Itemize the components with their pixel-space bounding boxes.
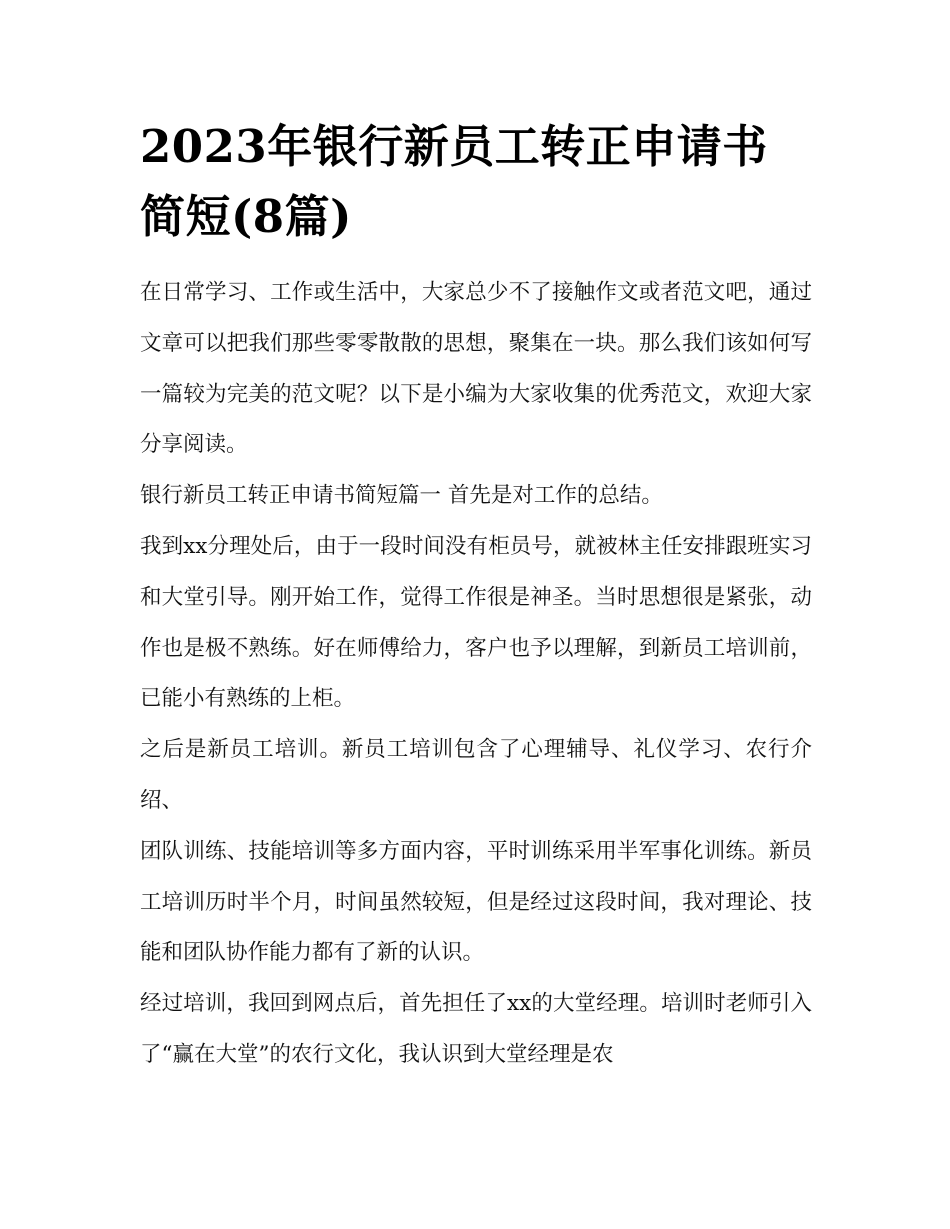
paragraph-training-detail: 团队训练、技能培训等多方面内容，平时训练采用半军事化训练。新员工培训历时半个月，时间虽然较短，但是经过这段时间，我对理论、技能和团队协作能力都有了新的认识。 <box>140 838 812 966</box>
paragraph-work-summary: 我到xx分理处后，由于一段时间没有柜员号，就被林主任安排跟班实习和大堂引导。刚开始工作，觉得工作很是神圣。当时思想很是紧张，动作也是极不熟练。好在师傅给力，客户也予以理解，到新员工培训前，已能小有熟练的上柜。 <box>140 533 812 712</box>
document-page <box>140 112 812 1081</box>
paragraph-intro: 在日常学习、工作或生活中，大家总少不了接触作文或者范文吧，通过文章可以把我们那些零零散散的思想，聚集在一块。那么我们该如何写一篇较为完美的范文呢？以下是小编为大家收集的优秀范文，欢迎大家分享阅读。 <box>140 280 812 458</box>
paragraph-lobby-manager: 经过培训，我回到网点后，首先担任了xx的大堂经理。培训时老师引入了“赢在大堂”的农行文化，我认识到大堂经理是农 <box>140 991 812 1067</box>
paragraph-section-one-heading: 银行新员工转正申请书简短篇一 首先是对工作的总结。 <box>140 483 663 509</box>
paragraph-training-intro: 之后是新员工培训。新员工培训包含了心理辅导、礼仪学习、农行介绍、 <box>140 737 812 813</box>
document-title: 2023年银行新员工转正申请书简短(8篇) <box>140 120 768 243</box>
